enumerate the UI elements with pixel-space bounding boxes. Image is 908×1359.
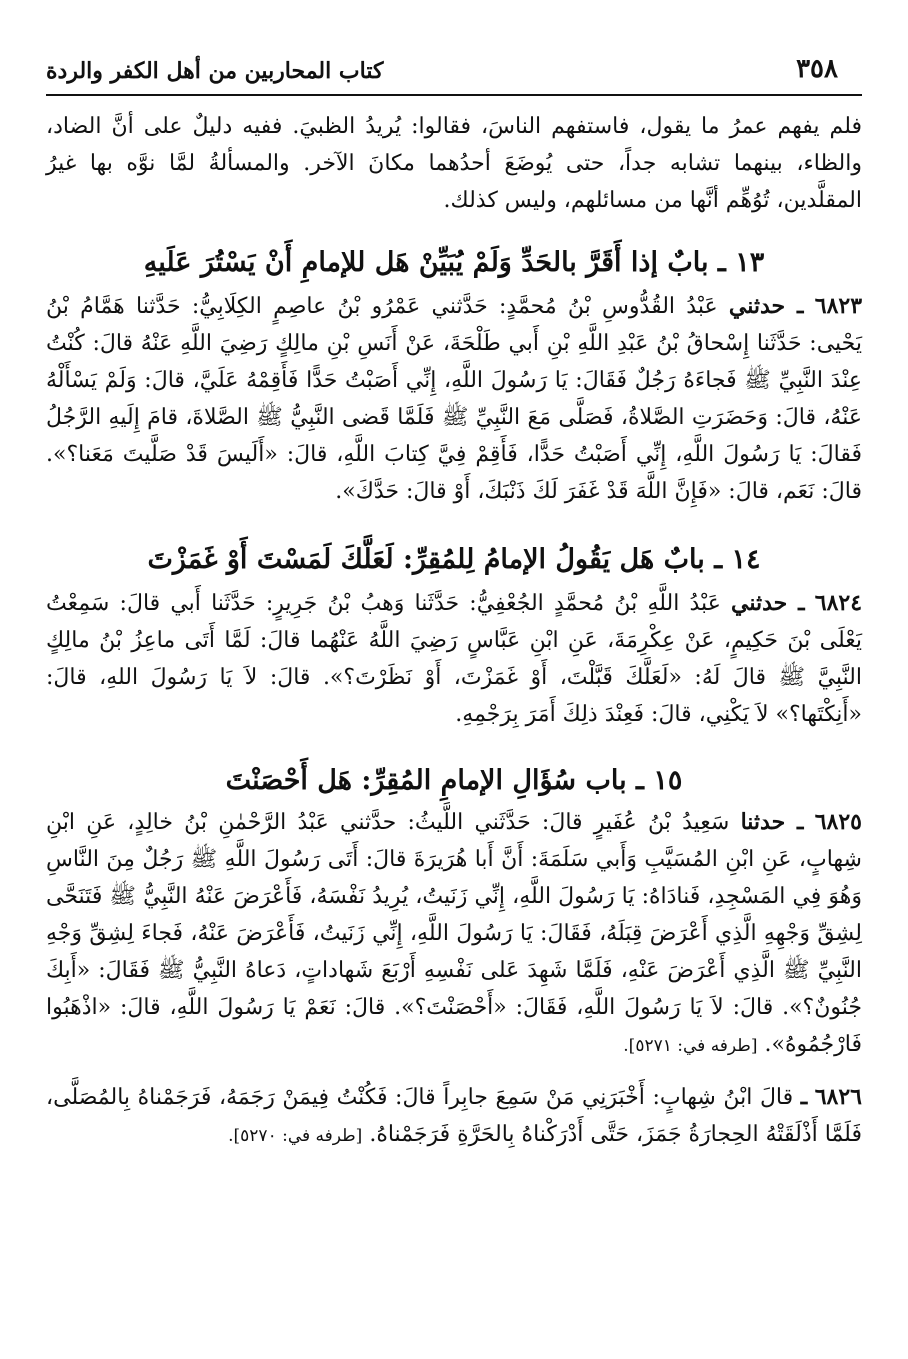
chapter-13-heading: ١٣ ـ بابٌ إذا أَقَرَّ بالحَدِّ وَلَمْ يُبَيِّنْ هَل للإمامِ أَنْ يَسْتُرَ عَلَيهِ	[143, 247, 765, 278]
narration-lead: ـ حدثني	[731, 590, 805, 616]
narration-lead: ـ حدثني	[728, 293, 804, 319]
hadith-6825	[46, 804, 862, 1065]
hadith-6824	[46, 585, 862, 733]
cross-reference: [طرفه في: ٥٢٧١].	[623, 1036, 758, 1056]
chapter-15-heading: ١٥ ـ باب سُؤَالِ الإمامِ المُقِرِّ: هَل أَحْصَنْتَ	[225, 765, 683, 796]
hadith-number: ٦٨٢٥	[814, 809, 862, 835]
hadith-number: ٦٨٢٤	[814, 590, 863, 616]
intro-paragraph: فلم يفهم عمرُ ما يقول، فاستفهم الناسَ، فقالوا: يُريدُ الظبيَ. ففيه دليلٌ على أنَّ الضاد، والظاء، بينهما تشابه جداً، حتى يُوضَعَ أحدُهما مكانَ الآخر. والمسألةُ لمَّا نوَّه بها غيرُ المقلَّدين، تُوُهِّم أنَّها من مسائلهم، وليس كذلك.	[46, 114, 862, 213]
cross-reference: [طرفه في: ٥٢٧٠].	[228, 1126, 363, 1146]
narration-lead: ـ حدثنا	[740, 809, 804, 835]
hadith-number: ٦٨٢٣	[814, 293, 863, 319]
chapter-14-heading: ١٤ ـ بابٌ هَل يَقُولُ الإمامُ لِلمُقِرِّ: لَعَلَّكَ لَمَسْتَ أَوْ غَمَزْتَ	[147, 544, 761, 575]
hadith-text: عَبْدُ اللَّهِ بْنُ مُحمَّدٍ الجُعْفِيُّ: حَدَّثَنا وَهبُ بْنُ جَرِيرٍ: حَدَّثَنا أَبي قالَ: سَمِعْتُ يَعْلَى بْنَ حَكِيمٍ، عَنْ عِكْرِمَةَ، عَنِ ابْنِ عَبَّاسٍ رَضِيَ اللَّهُ عَنْهُما قالَ: لَمَّا أَتَى ماعِزُ بْنُ مالِكٍ النَّبِيَّ ﷺ قالَ لَهُ: «لَعَلَّكَ قَبَّلْتَ، أَوْ غَمَزْتَ، أَوْ نَظَرْتَ؟». قالَ: لاَ يَا رَسُولَ اللهِ، قالَ: «أَنِكْتَها؟» لاَ يَكْنِي، قالَ: فَعِنْدَ ذلِكَ أَمَرَ بِرَجْمِهِ.	[46, 591, 863, 727]
narration-lead: ـ	[800, 1084, 808, 1110]
running-header	[46, 50, 862, 96]
hadith-6823	[46, 288, 862, 510]
hadith-6826	[46, 1079, 862, 1155]
page-number: ٣٥٨	[796, 54, 838, 84]
hadith-text: عَبْدُ القُدُّوسِ بْنُ مُحمَّدٍ: حَدَّثني عَمْرُو بْنُ عاصِمٍ الكِلَابِيُّ: حَدَّثنا هَمَّامُ بْنُ يَحْيى: حَدَّثَنا إِسْحاقُ بْنُ عَبْدِ اللَّهِ بْنِ أَبي طَلْحَةَ، عَنْ أَنَسِ بْنِ مالِكٍ رَضِيَ اللَّهِ عَنْهُ قالَ: كُنْتُ عِنْدَ النَّبِيِّ ﷺ فَجاءَهُ رَجُلٌ فَقَالَ: يَا رَسُولَ اللَّهِ، إِنِّي أَصَبْتُ حَدًّا فَأَقِمْهُ عَلَيَّ، قالَ: وَلَمْ يَسْأَلْهُ عَنْهُ، قالَ: وَحَضَرَتِ الصَّلاةُ، فَصَلَّى مَعَ النَّبِيِّ ﷺ فَلَمَّا قَضى النَّبِيُّ ﷺ الصَّلاةَ، قامَ إِلَيهِ الرَّجُلُ فَقالَ: يَا رَسُولَ اللَّهِ، إِنِّي أَصَبْتُ حَدًّا، فَأَقِمْ فِيَّ كِتابَ اللَّهِ، قالَ: «أَلَيسَ قَدْ صَلَّيتَ مَعَنا؟». قالَ: نَعَم، قالَ: «فَإِنَّ اللَّهَ قَدْ غَفَرَ لَكَ ذَنْبَكَ، أَوْ قالَ: حَدَّكَ».	[46, 294, 862, 504]
hadith-text: قالَ ابْنُ شِهابٍ: أَخْبَرَنِي مَنْ سَمِعَ جابِراً قالَ: فَكُنْتُ فِيمَنْ رَجَمَهُ، فَرَجَمْناهُ بِالمُصَلَّى، فَلَمَّا أَذْلَقَتْهُ الحِجارَةُ جَمَزَ، حَتَّى أَدْرَكْناهُ بِالحَرَّةِ فَرَجَمْناهُ.	[46, 1085, 862, 1147]
hadith-number: ٦٨٢٦	[814, 1084, 862, 1110]
book-title: كتاب المحاربين من أهل الكفر والردة	[46, 58, 384, 84]
hadith-text: سَعِيدُ بْنُ عُفَيرٍ قالَ: حَدَّثَني اللَّيثُ: حدَّثني عَبْدُ الرَّحْمٰنِ بْنُ خالِدٍ، عَنِ ابْنِ شِهابٍ، عَنِ ابْنِ المُسَيَّبِ وَأَبي سَلَمَةَ: أَنَّ أَبا هُرَيرَةَ قالَ: أَتَى رَسُولَ اللَّهِ ﷺ رَجُلٌ مِنَ النَّاسِ وَهُوَ فِي المَسْجِدِ، فَنادَاهُ: يَا رَسُولَ اللَّهِ، إِنِّي زَنَيتُ، يُرِيدُ نَفْسَهُ، فَأَعْرَضَ عَنْهُ النَّبِيُّ ﷺ فَتَنَحَّى لِشِقِّ وَجْهِهِ الَّذِي أَعْرَضَ قِبَلَهُ، فَقَالَ: يَا رَسُولَ اللَّهِ، إِنِّي زَنَيتُ، فَأَعْرَضَ عَنْهُ، فَجاءَ لِشِقِّ وَجْهِ النَّبِيِّ ﷺ الَّذِي أَعْرَضَ عَنْهِ، فَلَمَّا شَهِدَ عَلى نَفْسِهِ أَرْبَعَ شَهاداتٍ، دَعاهُ النَّبِيُّ ﷺ فَقَالَ: «أَبِكَ جُنُونٌ؟». قالَ: لاَ يَا رَسُولَ اللَّهِ، فَقَالَ: «أَحْصَنْتَ؟». قالَ: نَعَمْ يَا رَسُولَ اللَّهِ، قالَ: «اذْهَبُوا فَارْجُمُوهُ».	[46, 810, 863, 1057]
